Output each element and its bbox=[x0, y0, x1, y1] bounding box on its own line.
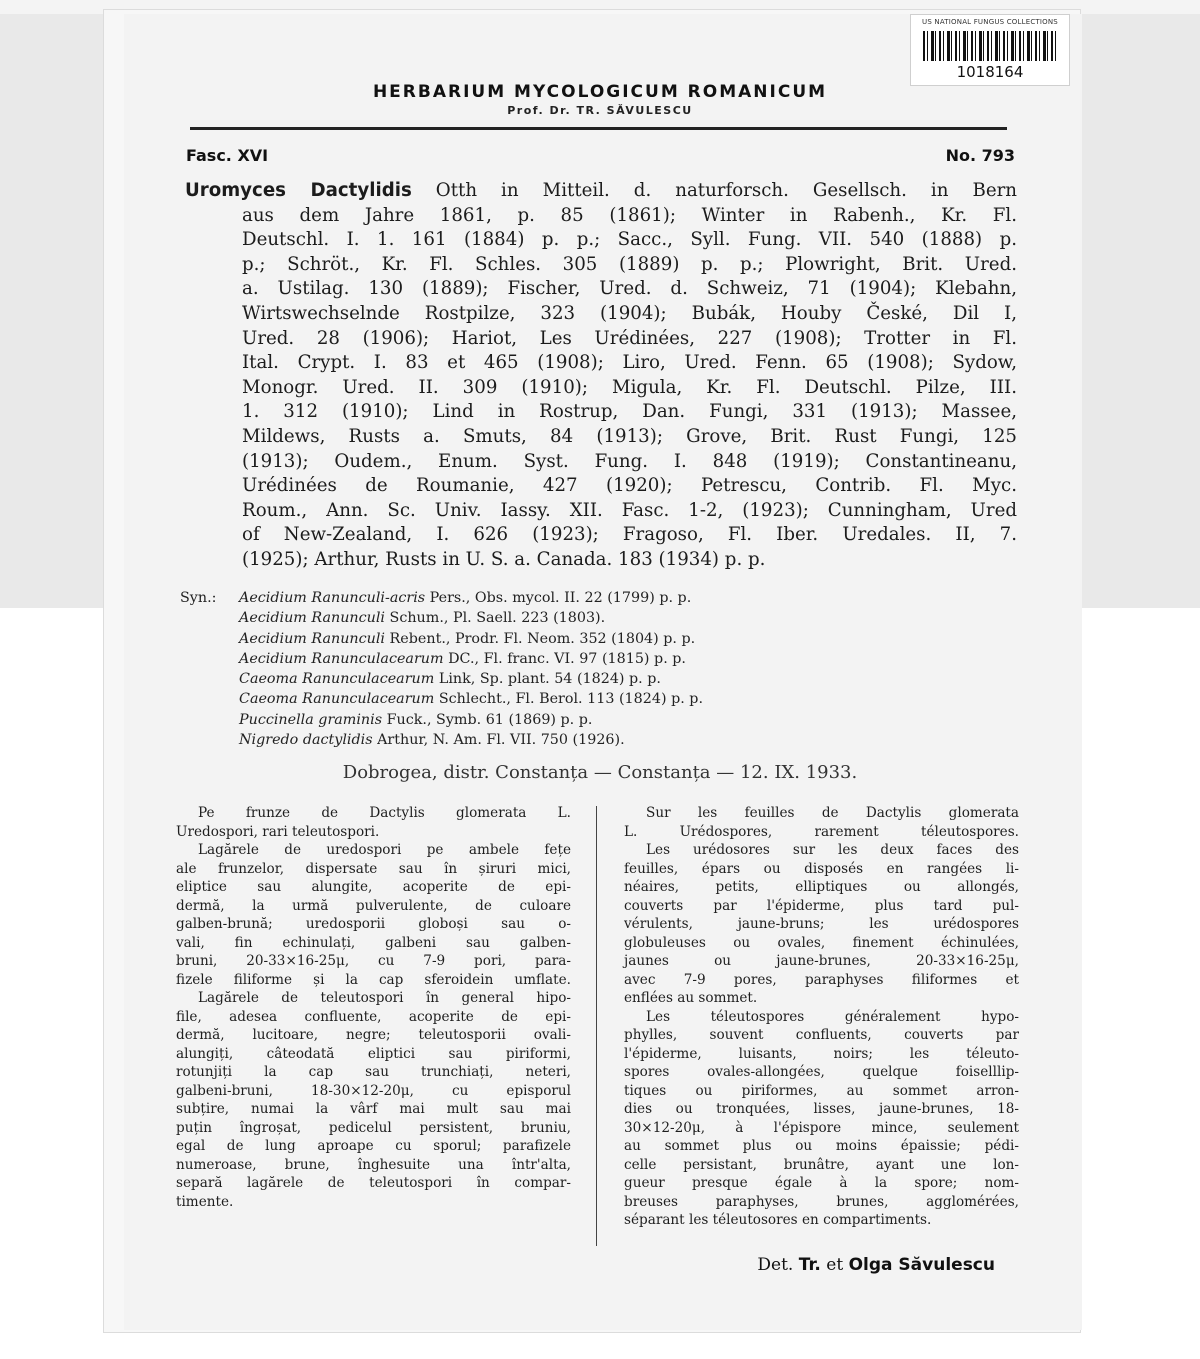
description-line: Uredospori, rari teleutospori. bbox=[176, 823, 380, 840]
description-line: Lagărele de teleutospori în general hipo- bbox=[198, 990, 571, 1006]
header-rule bbox=[190, 127, 1007, 130]
romanian-description bbox=[176, 804, 571, 1211]
description-line: couverts par l'épiderme, plus tard pul- bbox=[624, 897, 1019, 914]
description-line: l'épiderme, luisants, noirs; les téleuto- bbox=[624, 1045, 1019, 1062]
synonym-list bbox=[239, 588, 879, 750]
description-line: separă lagărele de teleutospori în compar- bbox=[176, 1175, 571, 1191]
entry-line: Ured. 28 (1906); Hariot, Les Urédinées, 227 (1908); Trotter in Fl. bbox=[242, 327, 1017, 349]
entry-line: Monogr. Ured. II. 309 (1910); Migula, Kr. Fl. Deutschl. Pilze, III. bbox=[242, 376, 1017, 398]
entry-line: Deutschl. I. 1. 161 (1884) p. p.; Sacc., Syll. Fung. VII. 540 (1888) p. bbox=[242, 229, 1017, 251]
synonym-item: Nigredo dactylidis Arthur, N. Am. Fl. VII. 750 (1926). bbox=[239, 732, 625, 749]
description-line: dermă, lucitoare, negre; teleutosporii ovali- bbox=[176, 1027, 571, 1043]
herbarium-subtitle: Prof. Dr. TR. SĂVULESCU bbox=[507, 104, 693, 117]
description-line: timente. bbox=[176, 1193, 234, 1210]
description-line: vérulents, jaune-bruns; les urédospores bbox=[624, 916, 1019, 932]
entry-line: (1913); Oudem., Enum. Syst. Fung. I. 848 (1919); Constantineanu, bbox=[242, 450, 1017, 472]
description-line: Sur les feuilles de Dactylis glomerata bbox=[646, 805, 1019, 821]
description-line: eliptice sau alungite, acoperite de epi- bbox=[176, 879, 571, 895]
det-name-2: Olga Săvulescu bbox=[848, 1255, 995, 1275]
entry-line: p.; Schröt., Kr. Fl. Schles. 305 (1889) p. p.; Plowright, Brit. Ured. bbox=[242, 253, 1017, 275]
description-line: au sommet plus ou moins épaissie; pédi- bbox=[624, 1138, 1019, 1154]
synonym-item: Aecidium Ranunculi-acris Pers., Obs. mycol. II. 22 (1799) p. p. bbox=[239, 590, 692, 606]
specimen-number: No. 793 bbox=[945, 146, 1015, 165]
description-line: feuilles, épars ou disposés en rangées li- bbox=[624, 860, 1019, 877]
description-line: Les urédosores sur les deux faces des bbox=[646, 842, 1019, 858]
description-line: phylles, souvent confluents, couverts par bbox=[624, 1027, 1019, 1043]
entry-line: 1. 312 (1910); Lind in Rostrup, Dan. Fungi, 331 (1913); Massee, bbox=[242, 401, 1017, 423]
description-line: subțire, numai la vârf mai mult sau mai bbox=[176, 1101, 571, 1117]
description-line: tiques ou piriformes, au sommet arron- bbox=[624, 1082, 1019, 1099]
description-line: celle persistant, brunâtre, ayant une lon- bbox=[624, 1156, 1019, 1173]
description-line: néaires, petits, elliptiques ou allongés, bbox=[624, 879, 1019, 895]
description-line: galben-brună; uredosporii globoși sau o- bbox=[176, 916, 571, 932]
description-line: séparant les téleutosores en compartiments. bbox=[624, 1212, 932, 1228]
entry-line: (1925); Arthur, Rusts in U. S. a. Canada. 183 (1934) p. p. bbox=[242, 548, 766, 570]
description-line: alungiți, câteodată eliptici sau piriformi, bbox=[176, 1045, 571, 1062]
description-line: Lagărele de uredospori pe ambele fețe bbox=[198, 842, 571, 858]
det-name-1: Tr. bbox=[798, 1255, 821, 1275]
french-description bbox=[624, 804, 1019, 1230]
entry-line: Wirtswechselnde Rostpilze, 323 (1904); Bubák, Houby České, Dil I, bbox=[242, 302, 1017, 324]
description-line: enflées au sommet. bbox=[624, 990, 758, 1006]
description-line: Pe frunze de Dactylis glomerata L. bbox=[198, 805, 571, 821]
column-divider bbox=[596, 806, 597, 1246]
description-line: globuleuses ou ovales, finement échinulées, bbox=[624, 934, 1019, 951]
description-line: Les téleutospores généralement hypo- bbox=[646, 1008, 1019, 1025]
collection-locality: Dobrogea, distr. Constanța — Constanța — 12. IX. 1933. bbox=[342, 762, 858, 783]
barcode-number: 1018164 bbox=[956, 63, 1024, 81]
entry-line: Urédinées de Roumanie, 427 (1920); Petrescu, Contrib. Fl. Myc. bbox=[242, 475, 1017, 497]
fascicle-number: Fasc. XVI bbox=[186, 146, 269, 165]
description-line: galbeni-bruni, 18-30×12-20μ, cu episporul bbox=[176, 1082, 571, 1099]
entry-line: of New-Zealand, I. 626 (1923); Fragoso, Fl. Iber. Uredales. II, 7. bbox=[242, 524, 1017, 546]
description-line: fizele filiforme și la cap sferoidein umflate. bbox=[176, 971, 571, 988]
description-line: egal de lung aproape cu sporul; parafizele bbox=[176, 1138, 571, 1154]
description-line: puțin îngroșat, pedicelul persistent, bruniu, bbox=[176, 1119, 571, 1136]
barcode-collection: US NATIONAL FUNGUS COLLECTIONS bbox=[922, 18, 1058, 26]
description-line: spores ovales-allongées, quelque foiselllip- bbox=[624, 1064, 1019, 1080]
synonyms-label: Syn.: bbox=[180, 590, 217, 606]
entry-line: Mildews, Rusts a. Smuts, 84 (1913); Grove, Brit. Rust Fungi, 125 bbox=[242, 425, 1017, 447]
entry-line: Uromyces Dactylidis Otth in Mitteil. d. naturforsch. Gesellsch. in Bern bbox=[185, 180, 1017, 201]
entry-line: Ital. Crypt. I. 83 et 465 (1908); Liro, Ured. Fenn. 65 (1908); Sydow, bbox=[242, 352, 1017, 374]
barcode-label bbox=[910, 14, 1070, 86]
entry-line: aus dem Jahre 1861, p. 85 (1861); Winter in Rabenh., Kr. Fl. bbox=[242, 204, 1017, 226]
herbarium-title: HERBARIUM MYCOLOGICUM ROMANICUM bbox=[372, 82, 828, 102]
det-prefix: Det. bbox=[757, 1255, 794, 1275]
species-entry bbox=[185, 179, 1017, 573]
description-line: vali, fin echinulați, galbeni sau galben- bbox=[176, 934, 571, 951]
description-line: gueur presque égale à la spore; nom- bbox=[624, 1175, 1019, 1191]
synonym-item: Aecidium Ranunculacearum DC., Fl. franc. VI. 97 (1815) p. p. bbox=[239, 650, 686, 667]
description-line: dermă, la urmă pulverulente, de culoare bbox=[176, 897, 571, 914]
description-line: jaunes ou jaune-brunes, 20-33×16-25μ, bbox=[624, 953, 1019, 969]
description-line: bruni, 20-33×16-25μ, cu 7-9 pori, para- bbox=[176, 953, 571, 969]
description-line: rotunjiți la cap sau trunchiați, neteri, bbox=[176, 1064, 571, 1080]
species-name: Uromyces Dactylidis bbox=[185, 180, 412, 201]
synonym-item: Aecidium Ranunculi Schum., Pl. Saell. 223 (1803). bbox=[239, 610, 606, 627]
synonym-item: Puccinella graminis Fuck., Symb. 61 (1869) p. p. bbox=[239, 711, 593, 728]
description-line: 30×12-20μ, à l'épispore mince, seulement bbox=[624, 1119, 1019, 1136]
description-line: ale frunzelor, dispersate sau în șiruri mici, bbox=[176, 860, 571, 877]
entry-line: a. Ustilag. 130 (1889); Fischer, Ured. d. Schweiz, 71 (1904); Klebahn, bbox=[242, 278, 1017, 300]
det-conj: et bbox=[826, 1255, 844, 1275]
synonym-item: Aecidium Ranunculi Rebent., Prodr. Fl. Neom. 352 (1804) p. p. bbox=[239, 630, 696, 647]
entry-line: Roum., Ann. Sc. Univ. Iassy. XII. Fasc. 1-2, (1923); Cunningham, Ured bbox=[242, 499, 1017, 521]
synonym-item: Caeoma Ranunculacearum Link, Sp. plant. 54 (1824) p. p. bbox=[239, 671, 661, 688]
description-line: avec 7-9 pores, paraphyses filiformes et bbox=[624, 971, 1019, 988]
description-line: breuses paraphyses, brunes, agglomérées, bbox=[624, 1193, 1019, 1210]
determination bbox=[757, 1255, 995, 1275]
description-line: numeroase, brune, înghesuite una într'alta, bbox=[176, 1156, 571, 1173]
synonym-item: Caeoma Ranunculacearum Schlecht., Fl. Berol. 113 (1824) p. p. bbox=[239, 691, 704, 708]
description-line: file, adesea confluente, acoperite de epi- bbox=[176, 1008, 571, 1025]
barcode-icon bbox=[923, 31, 1057, 61]
description-line: L. Urédospores, rarement téleutospores. bbox=[624, 823, 1019, 840]
description-line: dies ou tronquées, lisses, jaune-brunes, 18- bbox=[624, 1101, 1019, 1117]
